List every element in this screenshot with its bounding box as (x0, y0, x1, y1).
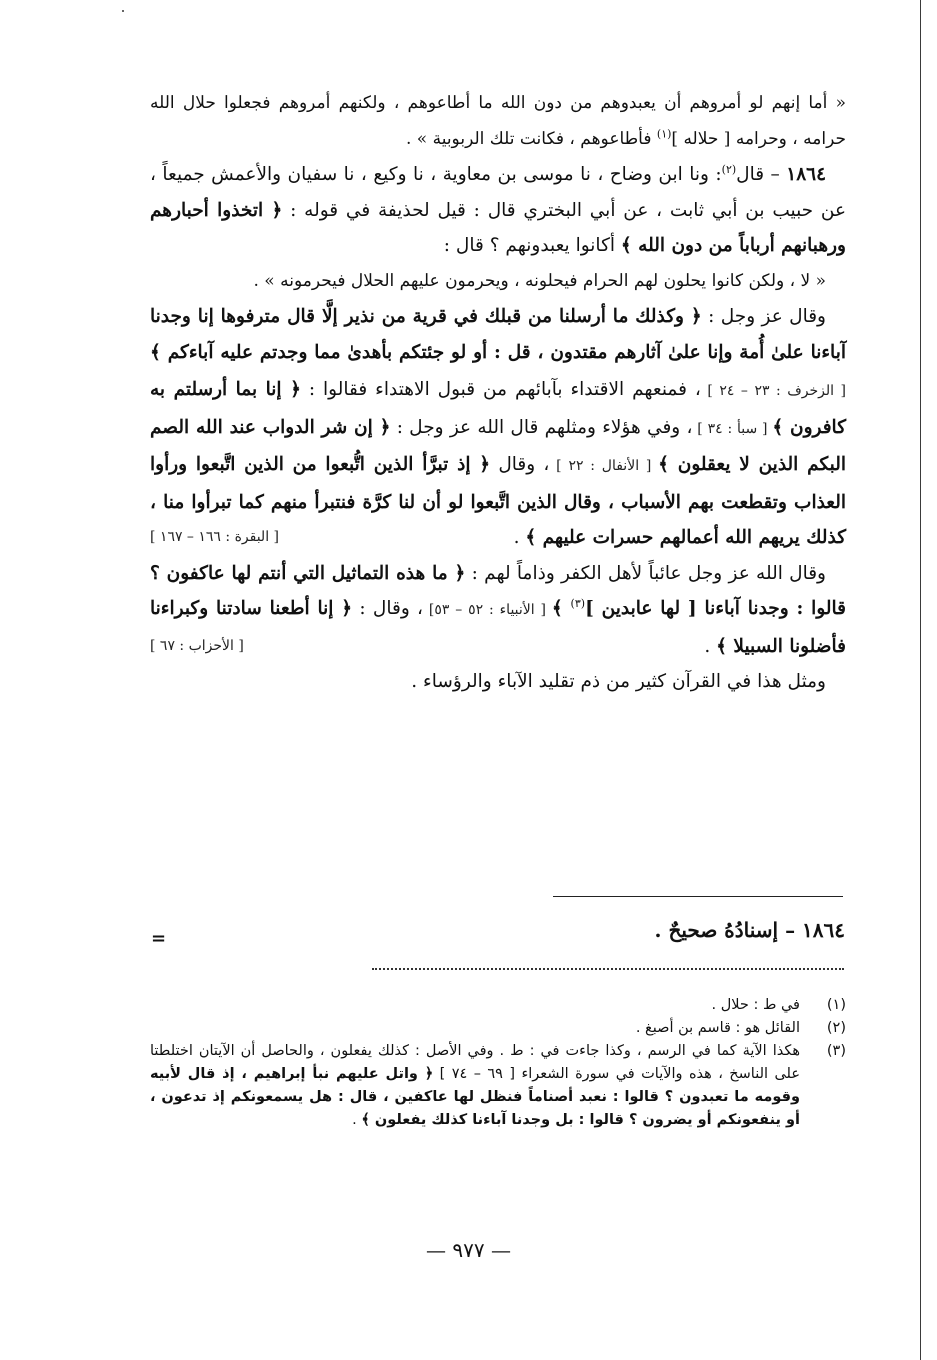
footnote-number: (٣) (826, 1043, 846, 1059)
paragraph-6: ومثل هذا في القرآن كثير من ذم تقليد الآباء والرؤساء . (411, 671, 826, 692)
verse-anfal: ﴿ إن شر الدواب عند الله الصم البكم الذين لا يعقلون ﴾ (150, 416, 846, 475)
footnote-3-verse: ﴿ واتل عليهم نبأ إبراهيم ، إذ قال لأبيه وقومه ما تعبدون ؟ قالوا : نعبد أصناماً فنظل لها عاكفين ، قال : هل يسمعونكم إذ تدعون ، أو ينفعونكم أو يضرون ؟ قالوا : بل وجدنا آباءنا كذلك يفعلون ﴾ (150, 1066, 800, 1128)
footnotes (150, 994, 846, 1132)
footnote-ref-2[interactable]: (٢) (721, 162, 737, 176)
footnote-ref-3[interactable]: (٣) (570, 596, 586, 610)
ref-anbiya: [ الأنبياء : ٥٢ – ٥٣] (423, 602, 552, 618)
p5-text-b: ، وقال : (359, 598, 424, 619)
ref-ahzab: [ الأحزاب : ٦٧ ] (150, 637, 244, 654)
footnote-ref-1[interactable]: (١) (656, 126, 672, 140)
paragraph-3: « لا ، ولكن كانوا يحلون لهم الحرام فيحلونه ، ويحرمون عليهم الحلال فيحرمونه » . (253, 270, 826, 291)
verse-ahzab: ﴿ إنا أطعنا سادتنا وكبراءنا فأضلونا السبيلا ﴾ (150, 598, 846, 657)
ref-saba: [ سبأ : ٣٤ ] (692, 420, 773, 437)
continuation-mark: = (151, 928, 167, 949)
verse-anbiya-end: ﴾ (551, 598, 571, 619)
verse-baqara: ﴿ إذ تبرَّأ الذين اتُّبعوا من الذين اتَّبعوا ورأوا العذاب وتقطعت بهم الأسباب ، وقال الذين اتَّبعوا لو أن لنا كرَّة فنتبرأ منهم كما تبرأوا منا ، كذلك يريهم الله أعمالهم حسرات عليهم ﴾ (150, 454, 846, 548)
ref-zukhruf: [ الزخرف : ٢٣ – ٢٤ ] (700, 383, 846, 399)
footnote-text: في ط : حلال . (711, 997, 800, 1013)
hadith-text-a: – قال (736, 164, 787, 185)
paragraph-1-end: فأطاعوهم ، فكانت تلك الربوبية » . (405, 128, 657, 149)
verse-saba: ﴿ إنا بما أرسلتم به كافرون ﴾ (150, 379, 846, 438)
p4-text-c: ، وفي هؤلاء ومثلهم قال الله عز وجل : (390, 416, 693, 438)
hadith-number: ١٨٦٤ (786, 164, 827, 185)
ref-anfal: [ الأنفال : ٢٢ ] (549, 458, 659, 474)
p4-text-d: ، وقال (490, 454, 550, 475)
hadith-text-b: : ونا ابن وضاح ، نا موسى بن معاوية ، نا وكيع ، نا سفيان والأعمش جميعاً ، عن حبيب بن أبي ثابت ، عن أبي البختري قال : قيل لحذيفة في قوله : (150, 164, 846, 221)
p5-text-a: وقال الله عز وجل عائباً لأهل الكفر وذاماً لهم : (465, 562, 826, 584)
footnote-number: (٢) (826, 1020, 846, 1036)
page-number: — ٩٧٧ — (426, 1238, 511, 1262)
p4-text-e: . (513, 527, 526, 548)
scan-speck (122, 10, 124, 12)
hadith-text-c: أكانوا يعبدونهم ؟ قال : (443, 235, 621, 256)
p4-text-a: وقال عز وجل : (701, 306, 826, 327)
paragraph-1 (150, 86, 846, 157)
paragraph-5 (150, 556, 846, 665)
verse-tawba-31: ﴿ اتخذوا أحبارهم ورهبانهم أرباباً من دون الله ﴾ (150, 199, 846, 256)
footnote-text (150, 1040, 800, 1132)
ref-baqara: [ البقرة : ١٦٦ – ١٦٧ ] (150, 529, 280, 545)
footnote-item (150, 1017, 846, 1040)
footnote-number: (١) (826, 997, 846, 1013)
verse-zukhruf: ﴿ وكذلك ما أرسلنا من قبلك في قرية من نذير إلَّا قال مترفوها إنا وجدنا آباءنا علىٰ أُمة وإنا علىٰ آثارهم مقتدون ، قل : أو لو جئتكم بأهدىٰ مما وجدتم عليه آباءكم ﴾ (150, 306, 846, 363)
footnote-separator (553, 896, 843, 897)
page-edge-line (920, 0, 921, 1360)
footnote-item (150, 1040, 846, 1132)
footnote-text: القائل هو : قاسم بن أصبغ . (635, 1020, 800, 1036)
verse-anbiya: ﴿ ما هذه التماثيل التي أنتم لها عاكفون ؟ قالوا : وجدنا آباءنا [ لها عابدين ] (150, 562, 846, 619)
paragraph-1-text: « أما إنهم لو أمروهم أن يعبدوهم من دون الله ما أطاعوهم ، ولكنهم أمروهم فجعلوا حلال الله حرامه ، وحرامه [ حلاله ] (150, 93, 846, 149)
dotted-separator (372, 968, 844, 970)
footnote-3-end: . (352, 1112, 362, 1128)
footnote-3-text: هكذا الآية كما في الرسم ، وكذا جاءت في : ط . وفي الأصل : كذلك يفعلون ، والحاصل أن الآيتان اختلطتا على الناسخ ، هذه والآيات في سورة الشعراء [ ٦٩ – ٧٤ ] (150, 1043, 800, 1082)
footnote-item (150, 994, 846, 1017)
p5-text-c: . (704, 635, 717, 657)
paragraph-hadith-1864 (150, 157, 846, 264)
p4-text-b: ، فمنعهم الاقتداء بآبائهم من قبول الاهتداء فقالوا : (300, 379, 701, 400)
paragraph-4 (150, 299, 846, 556)
main-text (150, 86, 846, 700)
footnote-heading: ١٨٦٤ – إسنادُهُ صحيحٌ . (654, 918, 845, 942)
